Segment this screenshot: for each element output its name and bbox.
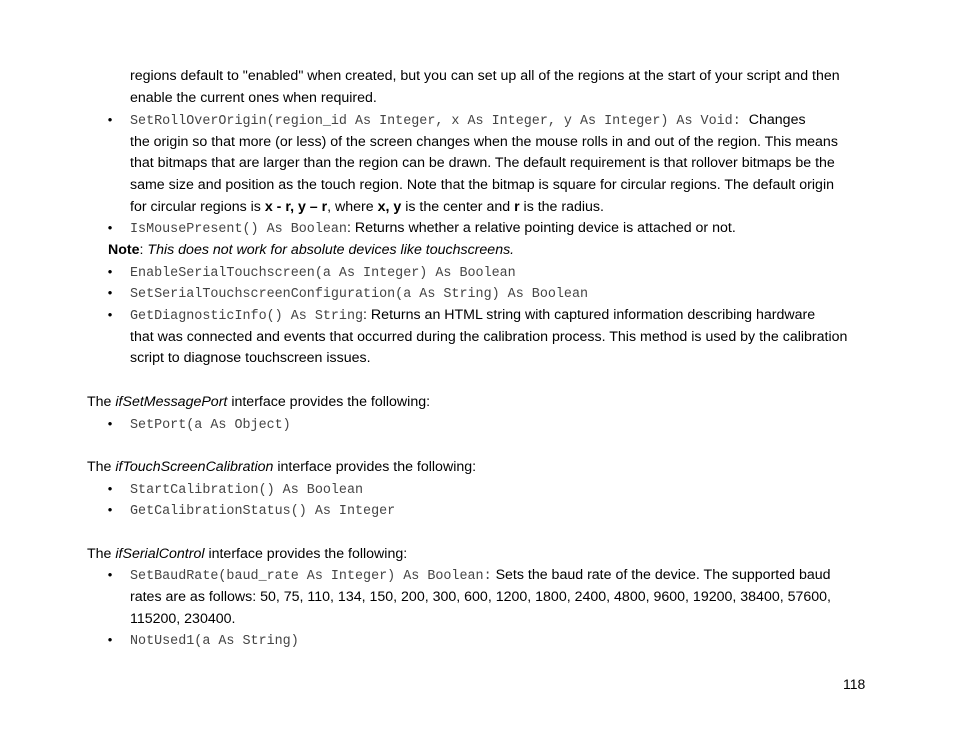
list-item-mouse xyxy=(130,218,736,240)
bullet-icon: • xyxy=(107,220,113,235)
list-item xyxy=(130,283,588,305)
bullet-icon: • xyxy=(107,567,113,582)
method-description: : Returns whether a relative pointing device is attached or not. xyxy=(346,220,736,236)
page-number: 118 xyxy=(843,676,866,692)
paragraph-line: rates are as follows: 50, 75, 110, 134, 150, 200, 300, 600, 1200, 1800, 2400, 4800, 9600, 19200, 38400, 57600, xyxy=(130,589,831,605)
interface-name: ifSetMessagePort xyxy=(115,394,228,410)
interface-name: ifTouchScreenCalibration xyxy=(115,459,274,475)
method-colon: : xyxy=(732,114,749,129)
method-description: Changes xyxy=(748,112,806,128)
bullet-icon: • xyxy=(107,112,113,127)
paragraph-line xyxy=(130,197,604,217)
paragraph-line: regions default to "enabled" when created, but you can set up all of the regions at the start of your script and then xyxy=(130,68,840,84)
note-colon: : xyxy=(139,242,148,258)
interface-name: ifSerialControl xyxy=(115,546,205,562)
text-run: is the center and xyxy=(401,199,515,215)
paragraph-line: that was connected and events that occurred during the calibration process. This method is used by the calibration xyxy=(130,329,848,345)
interface-intro xyxy=(87,457,476,477)
text-run: interface provides the following: xyxy=(273,459,477,475)
bullet-icon: • xyxy=(107,481,113,496)
method-signature: GetCalibrationStatus() As Integer xyxy=(130,504,396,519)
list-item xyxy=(130,479,363,501)
method-signature: SetPort(a As Object) xyxy=(130,418,291,433)
list-item-diagnostic xyxy=(130,305,815,327)
text-run: The xyxy=(87,394,116,410)
list-item-rollover xyxy=(130,110,806,132)
paragraph-line: 115200, 230400. xyxy=(130,611,236,627)
method-colon: : xyxy=(483,569,492,584)
list-item xyxy=(130,500,395,522)
list-item xyxy=(130,630,299,652)
note-text: This does not work for absolute devices like touchscreens. xyxy=(147,242,515,258)
note-label: Note xyxy=(108,242,140,258)
method-description: : Returns an HTML string with captured information describing hardware xyxy=(363,307,816,323)
method-description: Sets the baud rate of the device. The supported baud xyxy=(491,567,831,583)
interface-intro xyxy=(87,392,430,412)
text-run: interface provides the following: xyxy=(227,394,431,410)
method-signature: SetSerialTouchscreenConfiguration(a As String) As Boolean xyxy=(130,287,589,302)
method-signature: GetDiagnosticInfo() As String xyxy=(130,309,364,324)
method-signature: SetBaudRate(baud_rate As Integer) As Boolean xyxy=(130,569,484,584)
text-run: is the radius. xyxy=(519,199,604,215)
method-signature: IsMousePresent() As Boolean xyxy=(130,222,347,237)
note-line xyxy=(108,240,514,260)
bullet-icon: • xyxy=(107,285,113,300)
method-signature: EnableSerialTouchscreen(a As Integer) As Boolean xyxy=(130,266,516,281)
method-signature: SetRollOverOrigin(region_id As Integer, x As Integer, y As Integer) As Void xyxy=(130,114,733,129)
paragraph-line: enable the current ones when required. xyxy=(130,90,377,106)
paragraph-line: same size and position as the touch region. Note that the bitmap is square for circular regions. The default origin xyxy=(130,177,834,193)
formula-text: r xyxy=(514,199,520,215)
formula-text: x - r, y – r xyxy=(264,199,328,215)
text-run: , where xyxy=(327,199,378,215)
bullet-icon: • xyxy=(107,632,113,647)
text-run: The xyxy=(87,459,116,475)
list-item xyxy=(130,262,516,284)
paragraph-line: the origin so that more (or less) of the screen changes when the mouse rolls in and out of the region. This means xyxy=(130,134,838,150)
formula-text: x, y xyxy=(377,199,402,215)
method-signature: NotUsed1(a As String) xyxy=(130,634,299,649)
text-run: The xyxy=(87,546,116,562)
paragraph-line: that bitmaps that are larger than the region can be drawn. The default requirement is that rollover bitmaps be the xyxy=(130,155,835,171)
method-signature: StartCalibration() As Boolean xyxy=(130,483,364,498)
paragraph-line: script to diagnose touchscreen issues. xyxy=(130,350,371,366)
bullet-icon: • xyxy=(107,416,113,431)
list-item xyxy=(130,414,291,436)
list-item-baudrate xyxy=(130,565,831,587)
bullet-icon: • xyxy=(107,502,113,517)
text-run: for circular regions is xyxy=(130,199,265,215)
bullet-icon: • xyxy=(107,307,113,322)
bullet-icon: • xyxy=(107,264,113,279)
text-run: interface provides the following: xyxy=(204,546,408,562)
interface-intro xyxy=(87,544,407,564)
